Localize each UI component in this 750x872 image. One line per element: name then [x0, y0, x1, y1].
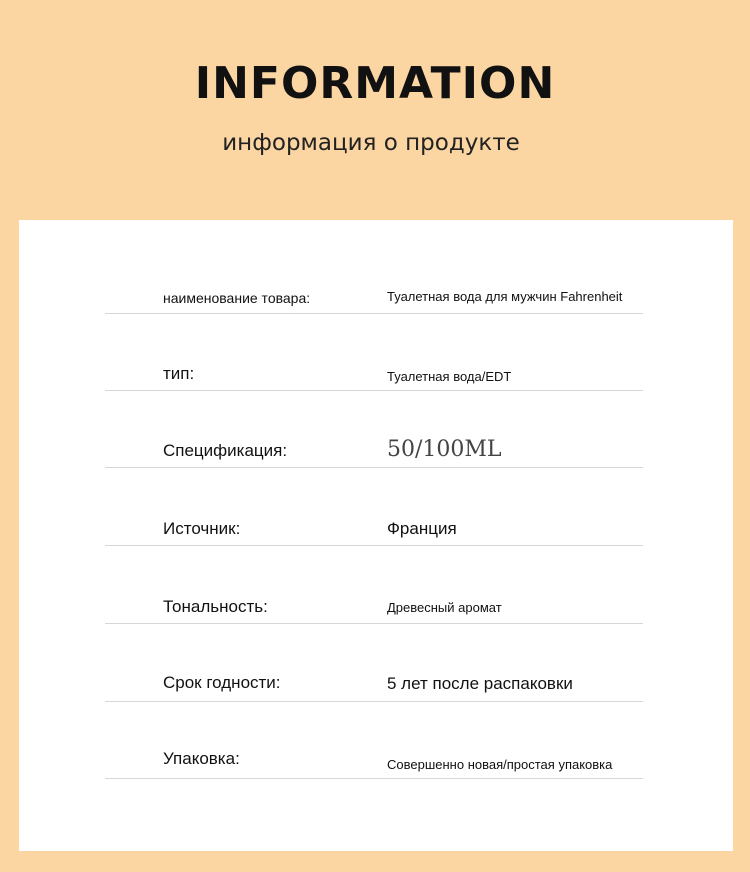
spec-value: 50/100ML	[387, 437, 502, 462]
spec-row-origin	[105, 514, 643, 546]
spec-label: Срок годности:	[163, 673, 281, 692]
spec-label: Упаковка:	[163, 749, 240, 768]
spec-value: Туалетная вода/EDT	[387, 369, 512, 384]
info-card	[19, 220, 733, 851]
spec-value: Древесный аромат	[387, 600, 502, 615]
spec-row-type	[105, 360, 643, 391]
spec-row-specification	[105, 436, 643, 468]
page-subtitle: информация о продукте	[222, 130, 520, 156]
page-title: INFORMATION	[194, 58, 556, 109]
spec-value: 5 лет после распаковки	[387, 674, 573, 693]
spec-value: Франция	[387, 519, 457, 538]
spec-label: Спецификация:	[163, 441, 288, 460]
spec-row-packaging	[105, 746, 643, 779]
spec-row-shelf-life	[105, 670, 643, 702]
spec-label: тип:	[163, 364, 195, 383]
spec-row-tonality	[105, 592, 643, 624]
spec-label: наименование товара:	[163, 290, 311, 306]
spec-value: Совершенно новая/простая упаковка	[387, 757, 613, 772]
spec-label: Тональность:	[163, 597, 268, 616]
spec-label: Источник:	[163, 519, 241, 538]
spec-value: Туалетная вода для мужчин Fahrenheit	[387, 289, 623, 304]
spec-row-name	[105, 284, 643, 314]
